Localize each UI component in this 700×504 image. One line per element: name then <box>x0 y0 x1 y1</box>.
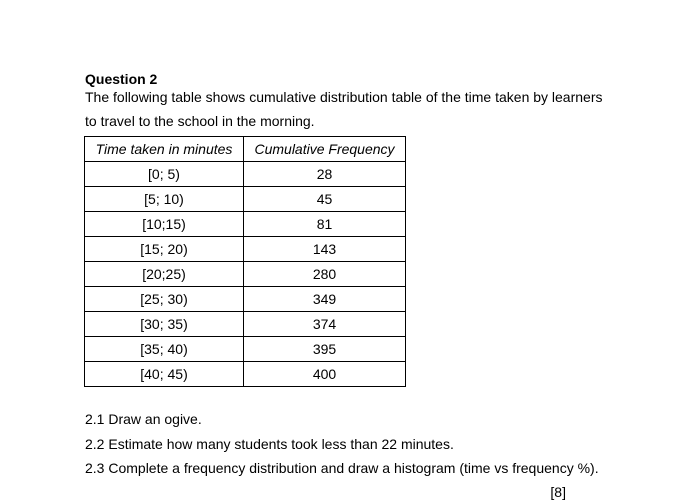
interval-cell: [10;15) <box>85 212 244 237</box>
table-row <box>85 312 406 337</box>
header-time-taken: Time taken in minutes <box>85 137 244 162</box>
question-intro-line-2: to travel to the school in the morning. <box>85 113 315 129</box>
interval-cell: [25; 30) <box>85 287 244 312</box>
interval-cell: [0; 5) <box>85 162 244 187</box>
task-2-2: 2.2 Estimate how many students took less than 22 minutes. <box>85 436 454 452</box>
table-row <box>85 162 406 187</box>
table-row <box>85 262 406 287</box>
table-row <box>85 187 406 212</box>
cumulative-frequency-cell: 349 <box>244 287 406 312</box>
cumulative-frequency-table <box>84 136 406 387</box>
table-row <box>85 212 406 237</box>
header-cumulative-frequency: Cumulative Frequency <box>244 137 406 162</box>
table-row <box>85 287 406 312</box>
interval-cell: [30; 35) <box>85 312 244 337</box>
interval-cell: [5; 10) <box>85 187 244 212</box>
cumulative-frequency-cell: 28 <box>244 162 406 187</box>
task-2-3: 2.3 Complete a frequency distribution and draw a histogram (time vs frequency %). <box>85 460 599 476</box>
interval-cell: [35; 40) <box>85 337 244 362</box>
marks-total: [8] <box>550 484 566 500</box>
cumulative-frequency-cell: 374 <box>244 312 406 337</box>
cumulative-frequency-cell: 45 <box>244 187 406 212</box>
question-title: Question 2 <box>85 71 158 87</box>
cumulative-frequency-cell: 81 <box>244 212 406 237</box>
interval-cell: [15; 20) <box>85 237 244 262</box>
table-row <box>85 337 406 362</box>
cumulative-frequency-cell: 280 <box>244 262 406 287</box>
cumulative-frequency-cell: 400 <box>244 362 406 387</box>
cumulative-frequency-cell: 143 <box>244 237 406 262</box>
question-intro-line-1: The following table shows cumulative distribution table of the time taken by learners <box>85 89 603 105</box>
cumulative-frequency-cell: 395 <box>244 337 406 362</box>
table-header-row <box>85 137 406 162</box>
interval-cell: [40; 45) <box>85 362 244 387</box>
table-row <box>85 362 406 387</box>
interval-cell: [20;25) <box>85 262 244 287</box>
task-2-1: 2.1 Draw an ogive. <box>85 411 202 427</box>
table-row <box>85 237 406 262</box>
